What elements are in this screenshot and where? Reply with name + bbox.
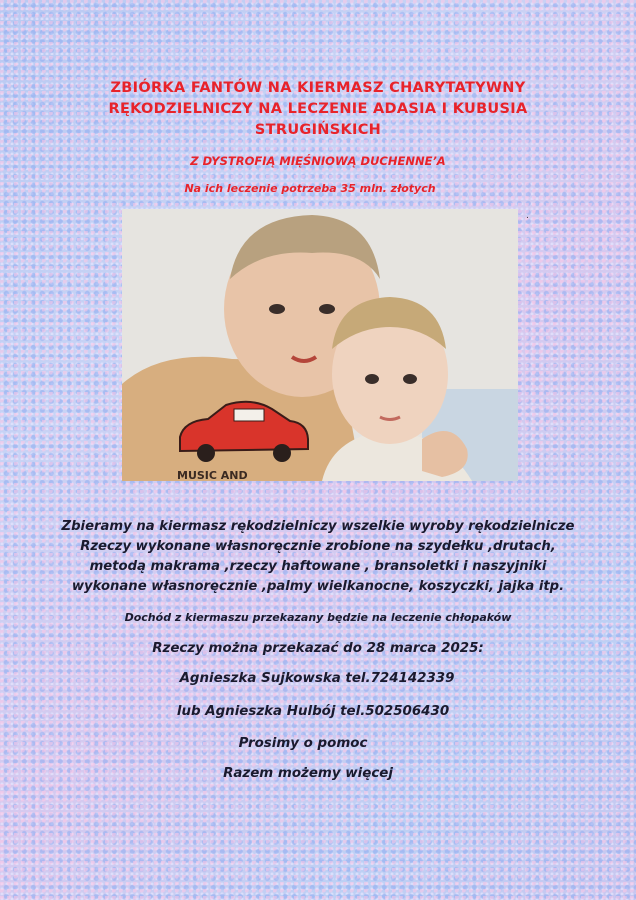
photo: [122, 209, 518, 481]
stray-mark: .: [526, 211, 529, 221]
subtitle: Z DYSTROFIĄ MIĘŚNIOWĄ DUCHENNE’A: [190, 154, 446, 168]
plea-text: Prosimy o pomoc: [238, 736, 368, 751]
paragraph-line: Zbieramy na kiermasz rękodzielniczy wszelkie wyroby rękodzielnicze: [61, 519, 575, 534]
title-line: STRUGIŃSKICH: [254, 122, 382, 138]
contact-hulboj: lub Agnieszka Hulbój tel.502506430: [176, 704, 450, 719]
title: [0, 78, 636, 141]
cost-line: Na ich leczenie potrzeba 35 mln. złotych: [184, 182, 436, 195]
title-line: RĘKODZIELNICZY NA LECZENIE ADASIA I KUBUSIA: [108, 101, 528, 117]
paragraph-line: wykonane własnoręcznie ,palmy wielkanocne, koszyczki, jajka itp.: [71, 579, 565, 594]
deadline-line: Rzeczy można przekazać do 28 marca 2025:: [152, 641, 484, 656]
description-paragraph: [0, 517, 636, 597]
shirt-print: MUSIC AND: [177, 469, 248, 481]
title-line: ZBIÓRKA FANTÓW NA KIERMASZ CHARYTATYWNY: [110, 80, 526, 96]
paragraph-line: Rzeczy wykonane własnoręcznie zrobione na szydełku ,drutach,: [80, 539, 556, 554]
income-line: Dochód z kiermaszu przekazany będzie na leczenie chłopaków: [124, 611, 512, 624]
paragraph-line: metodą makrama ,rzeczy haftowane , bransoletki i naszyjniki: [89, 559, 547, 574]
photo-two-boys-icon: [122, 209, 518, 481]
closing-text: Razem możemy więcej: [223, 766, 393, 781]
contact-sujkowska: Agnieszka Sujkowska tel.724142339: [179, 671, 455, 686]
